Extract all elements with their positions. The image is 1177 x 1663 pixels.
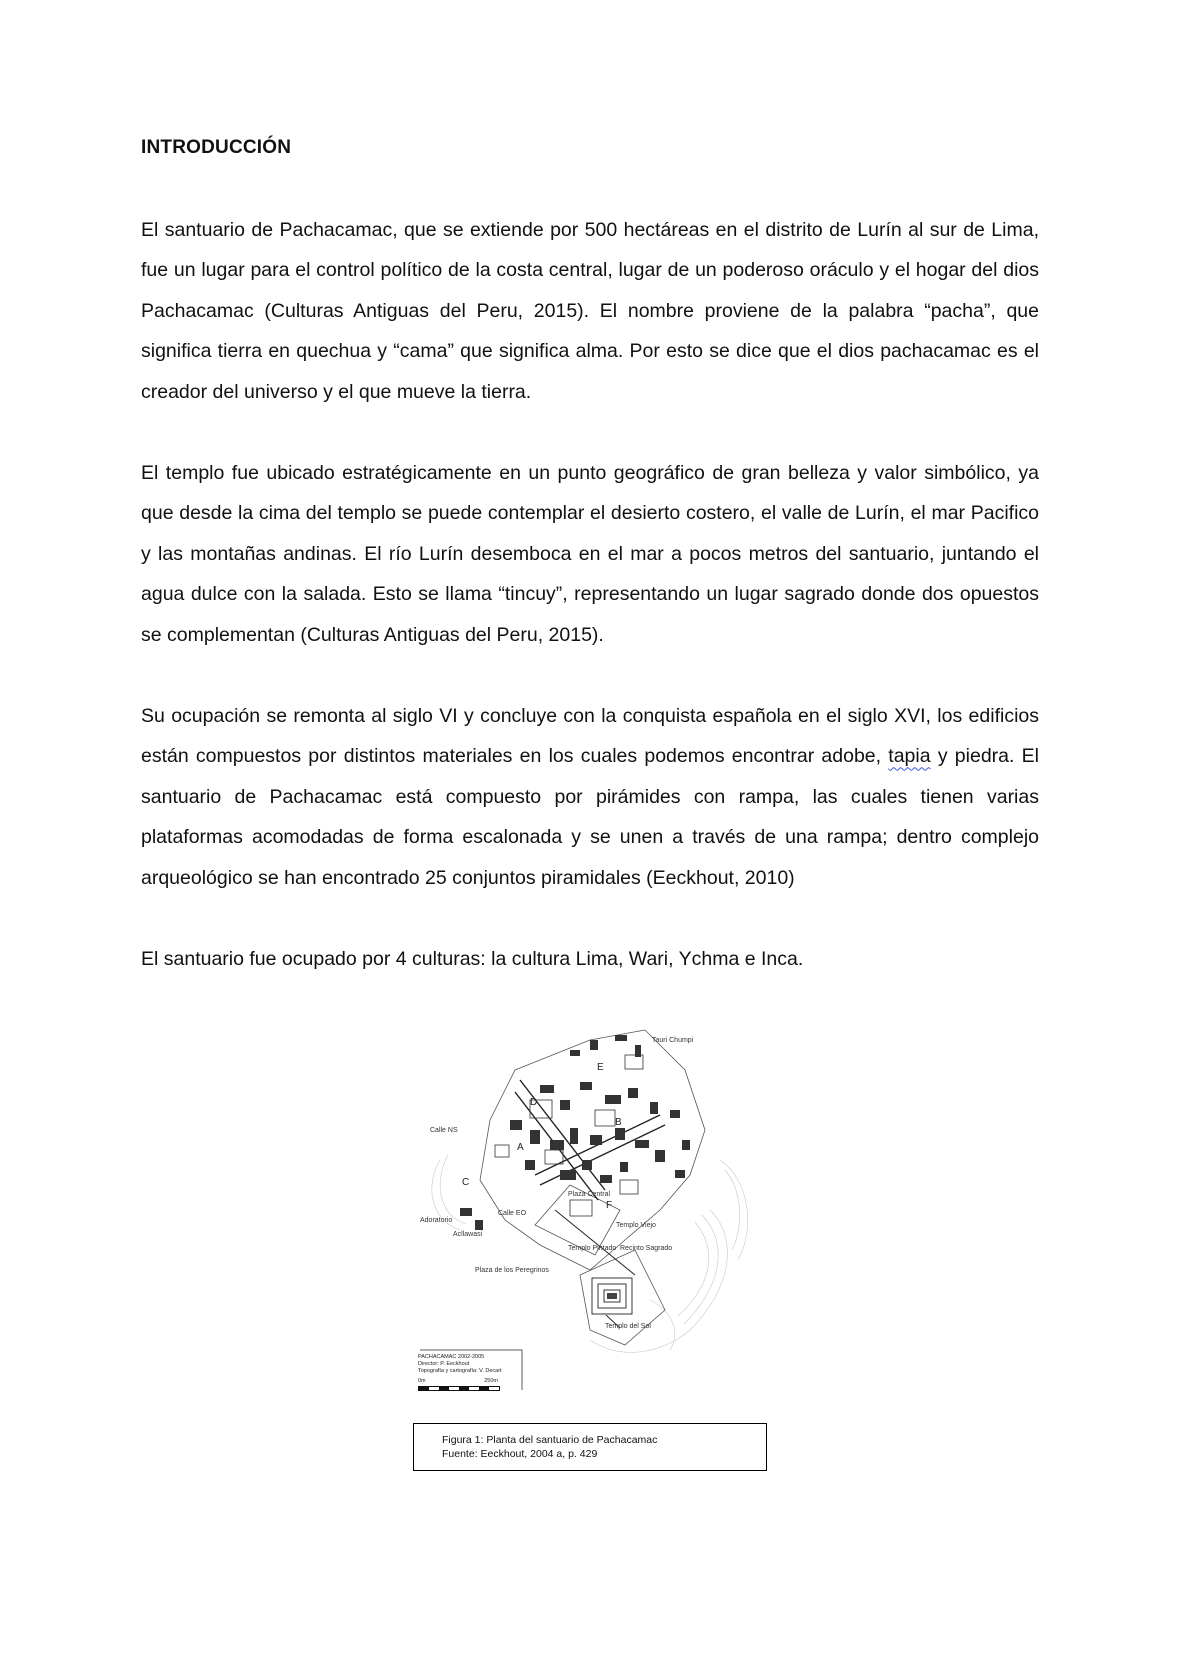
sector-letter-d: D bbox=[530, 1097, 538, 1108]
label-adoratorio: Adoratorio bbox=[420, 1217, 453, 1224]
topographic-contours bbox=[432, 1155, 748, 1352]
spellcheck-flagged-word[interactable]: tapia bbox=[888, 745, 931, 768]
label-recinto-sagrado: Recinto Sagrado bbox=[620, 1245, 673, 1252]
building-blocks bbox=[460, 1035, 690, 1230]
label-calle-eo: Calle EO bbox=[498, 1210, 527, 1217]
sector-letter-a: A bbox=[517, 1142, 524, 1153]
caption-source: Fuente: Eeckhout, 2004 a, p. 429 bbox=[442, 1448, 598, 1460]
legend-line-2: Director: P. Eeckhout bbox=[418, 1361, 470, 1367]
caption-title: Figura 1: Planta del santuario de Pachacamac bbox=[442, 1434, 658, 1446]
scale-bar bbox=[418, 1386, 500, 1391]
paragraph-3 bbox=[141, 696, 1039, 898]
templo-del-sol-structure bbox=[592, 1278, 632, 1328]
sector-letter-f: F bbox=[606, 1200, 613, 1211]
map-legend-text bbox=[418, 1354, 518, 1391]
label-templo-viejo: Templo Viejo bbox=[616, 1222, 656, 1229]
paragraph-1: El santuario de Pachacamac, que se extiende por 500 hectáreas en el distrito de Lurín al sur de Lima, fue un lugar para el control político de la costa central, lugar de un poderoso oráculo y el hogar del dios Pachacamac (Culturas Antiguas del Peru, 2015). El nombre proviene de la palabra “pacha”, que significa tierra en quechua y “cama” que significa alma. Por esto se dice que el dios pachacamac es el creador del universo y el que mueve la tierra. bbox=[141, 219, 1039, 403]
label-plaza-central: Plaza Central bbox=[568, 1191, 611, 1198]
legend-line-1: PACHACAMAC 2002-2005 bbox=[418, 1354, 485, 1360]
scale-start-label: 0m bbox=[418, 1378, 426, 1384]
site-outline bbox=[480, 1030, 705, 1345]
site-plan-figure bbox=[420, 1010, 770, 1390]
legend-line-3: Topografía y cartografía: V. Decart bbox=[418, 1368, 502, 1374]
section-heading: INTRODUCCIÓN bbox=[141, 137, 292, 158]
label-calle-ns: Calle NS bbox=[430, 1127, 458, 1134]
label-acllawasi: Acllawasi bbox=[453, 1231, 483, 1238]
label-plaza-peregrinos: Plaza de los Peregrinos bbox=[475, 1267, 549, 1274]
figure-caption-box bbox=[413, 1423, 767, 1471]
paragraph-2: El templo fue ubicado estratégicamente en un punto geográfico de gran belleza y valor simbólico, ya que desde la cima del templo se puede contemplar el desierto costero, el valle de Lurín, el mar Pacifico y las montañas andinas. El río Lurín desemboca en el mar a pocos metros del santuario, juntando el agua dulce con la salada. Esto se llama “tincuy”, representando un lugar sagrado donde dos opuestos se complementan (Culturas Antiguas del Peru, 2015). bbox=[141, 462, 1039, 646]
legend-scale-labels bbox=[418, 1378, 498, 1385]
sector-letter-b: B bbox=[615, 1117, 622, 1128]
paragraph-3-text-a: Su ocupación se remonta al siglo VI y concluye con la conquista española en el siglo XVI, los edificios están compuestos por distintos materiales en los cuales podemos encontrar adobe, bbox=[141, 705, 1039, 768]
sector-letter-c: C bbox=[462, 1177, 470, 1188]
scale-end-label: 250m bbox=[484, 1378, 498, 1384]
paragraph-3-text-b: y piedra. El santuario de Pachacamac está compuesto por pirámides con rampa, las cuales tienen varias plataformas acomodadas de forma escalonada y se unen a través de una rampa; dentro complejo arqueológico se han encontrado 25 conjuntos piramidales (Eeckhout, 2010) bbox=[141, 745, 1040, 889]
paragraph-4: El santuario fue ocupado por 4 culturas: la cultura Lima, Wari, Ychma e Inca. bbox=[141, 948, 804, 970]
label-templo-del-sol: Templo del Sol bbox=[605, 1323, 651, 1330]
templo-del-sol-fill bbox=[607, 1293, 617, 1299]
label-templo-pintado: Templo Pintado bbox=[568, 1245, 617, 1252]
label-tauri-chumpi: Tauri Chumpi bbox=[652, 1037, 694, 1044]
sector-letter-e: E bbox=[597, 1062, 604, 1073]
site-plan-map bbox=[420, 1010, 770, 1390]
